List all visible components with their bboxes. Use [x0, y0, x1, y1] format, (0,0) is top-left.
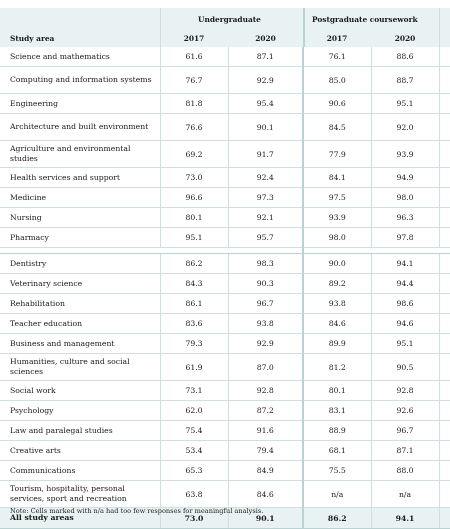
pg-2020-cell: 95.1	[371, 334, 439, 354]
ug-2017-header: 2017	[183, 34, 205, 43]
ug-2017-cell: 69.2	[160, 141, 228, 168]
spacer-cell	[439, 141, 450, 168]
ug-2020-cell: 92.1	[228, 208, 303, 228]
ug-2020-cell: 87.1	[228, 47, 303, 67]
pg-2017-cell: n/a	[303, 481, 371, 508]
ug-2017-cell: 83.6	[160, 314, 228, 334]
pg-2017-cell: 84.1	[303, 168, 371, 188]
spacer-cell	[439, 421, 450, 441]
study-area-cell: Business and management	[0, 334, 160, 354]
ug-2017-cell: 81.8	[160, 94, 228, 114]
total-pg-2017-cell: 86.2	[303, 508, 371, 529]
spacer-cell	[439, 481, 450, 508]
ug-2020-cell: 92.9	[228, 67, 303, 94]
table-row	[0, 334, 450, 354]
ug-2020-cell: 87.0	[228, 354, 303, 381]
ug-2017-cell: 63.8	[160, 481, 228, 508]
table-row	[0, 208, 450, 228]
spacer-cell	[439, 381, 450, 401]
ug-2017-cell: 76.7	[160, 67, 228, 94]
postgraduate-header: Postgraduate coursework	[312, 15, 418, 24]
table-row	[0, 481, 450, 508]
spacer-cell	[439, 294, 450, 314]
study-area-cell: Veterinary science	[0, 274, 160, 294]
pg-2017-cell: 90.6	[303, 94, 371, 114]
table-row	[0, 294, 450, 314]
total-pg-2020-cell: 94.1	[371, 508, 439, 529]
pg-2017-cell: 97.5	[303, 188, 371, 208]
pg-2020-cell: 94.9	[371, 168, 439, 188]
ug-2017-cell: 61.9	[160, 354, 228, 381]
table-row	[0, 421, 450, 441]
pg-2017-cell: 76.1	[303, 47, 371, 67]
study-area-cell: Psychology	[0, 401, 160, 421]
pg-2017-cell: 81.2	[303, 354, 371, 381]
pg-2017-cell: 93.9	[303, 208, 371, 228]
pg-2020-cell: 97.8	[371, 228, 439, 248]
ug-2020-cell: 91.7	[228, 141, 303, 168]
ug-2017-cell: 73.0	[160, 168, 228, 188]
table-row	[0, 441, 450, 461]
total-ug-2020-cell: 90.1	[228, 508, 303, 529]
pg-2017-cell: 89.2	[303, 274, 371, 294]
ug-2017-cell: 62.0	[160, 401, 228, 421]
pg-2017-cell: 83.1	[303, 401, 371, 421]
table-row	[0, 141, 450, 168]
study-area-cell: Dentistry	[0, 254, 160, 274]
spacer-cell	[439, 114, 450, 141]
study-area-cell: Communications	[0, 461, 160, 481]
ug-2020-cell: 84.6	[228, 481, 303, 508]
study-area-cell: Science and mathematics	[0, 47, 160, 67]
ug-2020-cell: 97.3	[228, 188, 303, 208]
ug-2017-cell: 79.3	[160, 334, 228, 354]
pg-2020-cell: 94.6	[371, 314, 439, 334]
pg-2020-cell: 93.9	[371, 141, 439, 168]
header-divider	[303, 8, 305, 47]
pg-2020-cell: 88.0	[371, 461, 439, 481]
ug-2020-cell: 98.3	[228, 254, 303, 274]
spacer-cell	[439, 228, 450, 248]
pg-2017-cell: 89.9	[303, 334, 371, 354]
pg-2020-cell: n/a	[371, 481, 439, 508]
pg-2020-cell: 95.1	[371, 94, 439, 114]
pg-2020-cell: 98.6	[371, 294, 439, 314]
ug-2017-cell: 65.3	[160, 461, 228, 481]
table-row	[0, 67, 450, 94]
table-row	[0, 254, 450, 274]
ug-2020-cell: 95.7	[228, 228, 303, 248]
pg-2017-cell: 75.5	[303, 461, 371, 481]
study-area-cell: Law and paralegal studies	[0, 421, 160, 441]
ug-2020-cell: 92.9	[228, 334, 303, 354]
study-area-cell: Medicine	[0, 188, 160, 208]
ug-2017-cell: 76.6	[160, 114, 228, 141]
ug-2017-cell: 80.1	[160, 208, 228, 228]
study-area-cell: Nursing	[0, 208, 160, 228]
pg-2020-cell: 94.4	[371, 274, 439, 294]
study-area-cell: Tourism, hospitality, personal services, sport and recreation	[0, 481, 160, 508]
pg-2020-cell: 92.0	[371, 114, 439, 141]
table-row	[0, 461, 450, 481]
pg-2020-cell: 96.3	[371, 208, 439, 228]
study-area-cell: Rehabilitation	[0, 294, 160, 314]
ug-2017-cell: 86.1	[160, 294, 228, 314]
ug-2020-cell: 90.3	[228, 274, 303, 294]
spacer-cell	[439, 254, 450, 274]
spacer-cell	[439, 461, 450, 481]
spacer-cell	[439, 508, 450, 529]
ug-2020-cell: 79.4	[228, 441, 303, 461]
ug-2017-cell: 86.2	[160, 254, 228, 274]
pg-2020-cell: 92.6	[371, 401, 439, 421]
pg-2017-cell: 93.8	[303, 294, 371, 314]
table-row	[0, 47, 450, 67]
pg-2017-header: 2017	[326, 34, 348, 43]
study-area-cell: Health services and support	[0, 168, 160, 188]
table-row	[0, 274, 450, 294]
study-area-cell: Computing and information systems	[0, 67, 160, 94]
study-area-cell: Humanities, culture and social sciences	[0, 354, 160, 381]
total-label-cell: All study areas	[0, 508, 160, 529]
spacer-cell	[439, 208, 450, 228]
undergraduate-header: Undergraduate	[198, 15, 261, 24]
ug-2020-cell: 93.8	[228, 314, 303, 334]
ug-2017-cell: 95.1	[160, 228, 228, 248]
study-area-cell: Pharmacy	[0, 228, 160, 248]
study-area-cell: Social work	[0, 381, 160, 401]
pg-2017-cell: 68.1	[303, 441, 371, 461]
ug-2020-cell: 96.7	[228, 294, 303, 314]
spacer-cell	[439, 354, 450, 381]
ug-2017-cell: 75.4	[160, 421, 228, 441]
study-area-cell: Engineering	[0, 94, 160, 114]
pg-2017-cell: 80.1	[303, 381, 371, 401]
pg-2020-cell: 87.1	[371, 441, 439, 461]
spacer-cell	[439, 188, 450, 208]
table-row	[0, 114, 450, 141]
pg-2017-cell: 84.6	[303, 314, 371, 334]
study-area-cell: Architecture and built environment	[0, 114, 160, 141]
spacer-cell	[439, 67, 450, 94]
ug-2017-cell: 61.6	[160, 47, 228, 67]
spacer-cell	[439, 441, 450, 461]
ug-2017-cell: 96.6	[160, 188, 228, 208]
study-area-cell: Creative arts	[0, 441, 160, 461]
pg-2017-cell: 98.0	[303, 228, 371, 248]
table-row	[0, 314, 450, 334]
table-row	[0, 94, 450, 114]
ug-2017-cell: 73.1	[160, 381, 228, 401]
ug-2020-cell: 90.1	[228, 114, 303, 141]
table-body	[0, 47, 450, 529]
pg-2017-cell: 84.5	[303, 114, 371, 141]
pg-2020-cell: 96.7	[371, 421, 439, 441]
spacer-cell	[439, 274, 450, 294]
pg-2020-cell: 92.8	[371, 381, 439, 401]
header-divider	[160, 8, 161, 47]
ug-2020-header: 2020	[255, 34, 276, 43]
table-row	[0, 401, 450, 421]
table-row	[0, 354, 450, 381]
ug-2020-cell: 84.9	[228, 461, 303, 481]
pg-2017-cell: 85.0	[303, 67, 371, 94]
ug-2020-cell: 92.8	[228, 381, 303, 401]
satisfaction-table	[0, 47, 450, 529]
total-ug-2017-cell: 73.0	[160, 508, 228, 529]
ug-2020-cell: 95.4	[228, 94, 303, 114]
study-area-header: Study area	[10, 34, 55, 43]
spacer-cell	[439, 314, 450, 334]
spacer-cell	[439, 47, 450, 67]
pg-2020-cell: 90.5	[371, 354, 439, 381]
table-row	[0, 188, 450, 208]
study-area-cell: Agriculture and environmental studies	[0, 141, 160, 168]
pg-2017-cell: 88.9	[303, 421, 371, 441]
pg-2020-cell: 88.6	[371, 47, 439, 67]
ug-2020-cell: 92.4	[228, 168, 303, 188]
spacer-cell	[439, 401, 450, 421]
table-row	[0, 168, 450, 188]
ug-2020-cell: 87.2	[228, 401, 303, 421]
spacer-cell	[439, 94, 450, 114]
spacer-cell	[439, 334, 450, 354]
pg-2020-header: 2020	[394, 34, 416, 43]
header-divider	[439, 8, 440, 47]
pg-2017-cell: 90.0	[303, 254, 371, 274]
pg-2020-cell: 94.1	[371, 254, 439, 274]
table-note: Note: Cells marked with n/a had too few responses for meaningful analysis.	[10, 507, 264, 515]
table-row	[0, 228, 450, 248]
table-row	[0, 381, 450, 401]
study-area-cell: Teacher education	[0, 314, 160, 334]
spacer-cell	[439, 168, 450, 188]
ug-2017-cell: 84.3	[160, 274, 228, 294]
pg-2017-cell: 77.9	[303, 141, 371, 168]
pg-2020-cell: 88.7	[371, 67, 439, 94]
pg-2020-cell: 98.0	[371, 188, 439, 208]
ug-2020-cell: 91.6	[228, 421, 303, 441]
ug-2017-cell: 53.4	[160, 441, 228, 461]
